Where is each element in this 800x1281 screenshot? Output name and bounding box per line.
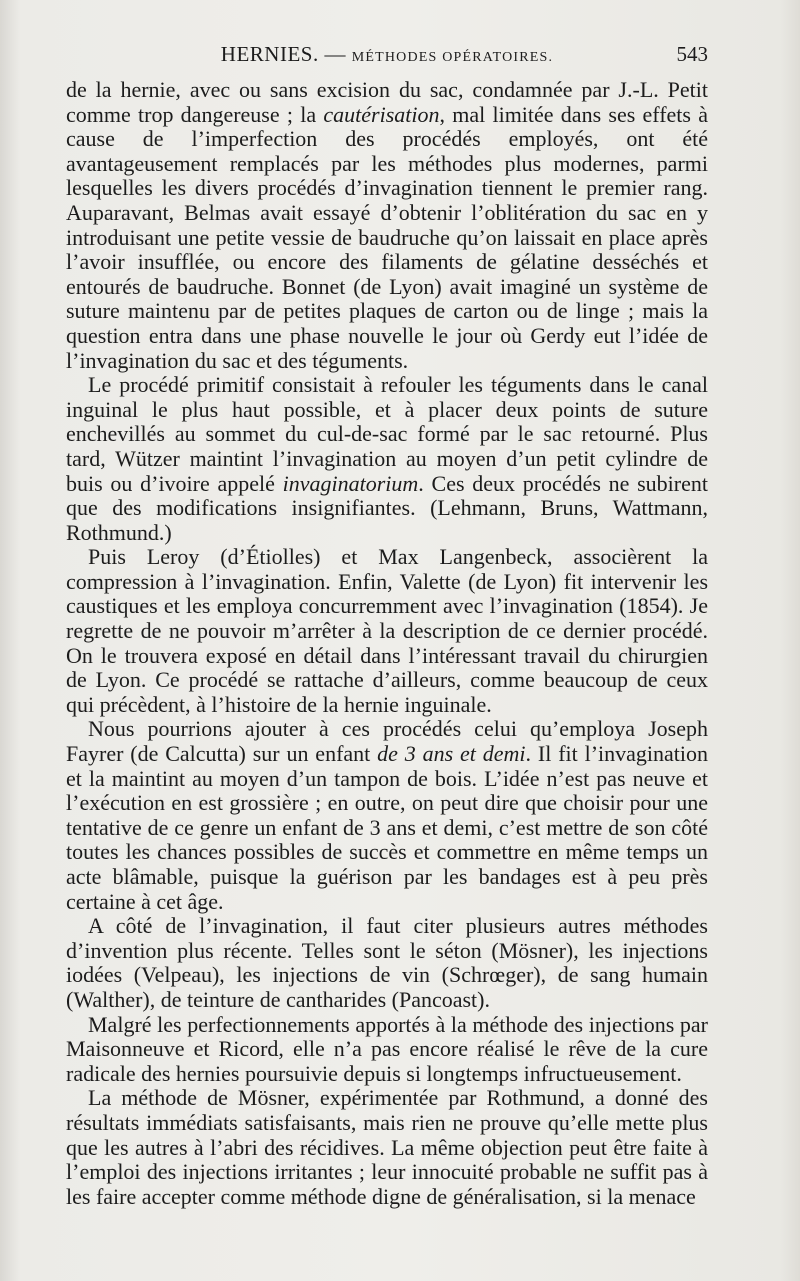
paragraph-text: Malgré les perfectionnements apportés à la méthode des injections par Maisonneuve et Ricord, elle n’a pas encore réalisé le rêve de la cure radicale des hernies poursuivie depuis si longtemps infructueusement. — [66, 1011, 708, 1086]
italic-term: de 3 ans et demi — [377, 741, 526, 767]
running-title-separator: — — [318, 42, 352, 66]
page-body — [66, 78, 708, 1209]
paragraph-text: Le procédé primitif consistait à refouler les téguments dans le canal inguinal le plus haut possible, et à placer deux points de suture enchevillés au sommet du cul-de-sac formé par le sac retourné. Plus tard, Wützer maintint l’invagination au moyen d’un petit cylindre de buis ou d’ivoire appelé — [66, 372, 708, 496]
page-number: 543 — [676, 42, 708, 66]
italic-term: invaginatorium — [282, 470, 419, 496]
paragraph — [66, 1086, 708, 1209]
paragraph-text: La méthode de Mösner, expérimentée par Rothmund, a donné des résultats immédiats satisfaisants, mais rien ne prouve qu’elle mette plus que les autres à l’abri des récidives. La même objection peut être faite à l’emploi des injections irritantes ; leur innocuité probable ne suffit pas à les faire accepter comme méthode digne de généralisation, si la menace — [66, 1085, 708, 1209]
paragraph — [66, 914, 708, 1012]
italic-term: cautérisation — [323, 101, 440, 127]
paragraph — [66, 545, 708, 717]
paragraph-text: A côté de l’invagination, il faut citer plusieurs autres méthodes d’invention plus récente. Telles sont le séton (Mösner), les injections iodées (Velpeau), les injections de vin (Schrœger), de sang humain (Walther), de teinture de cantharides (Pancoast). — [66, 913, 708, 1012]
running-title — [66, 42, 708, 67]
paragraph — [66, 78, 708, 373]
running-title-subtitle: MÉTHODES OPÉRATOIRES. — [351, 50, 554, 65]
paragraph-text: Nous pourrions ajouter à ces procédés celui qu’employa Joseph Fayrer (de Calcutta) sur un enfant — [66, 716, 708, 767]
paragraph-text: . Il fit l’invagination et la maintint au moyen d’un tampon de bois. L’idée n’est pas neuve et l’exécution en est grossière ; en outre, on peut dire que choisir pour une tentative de ce genre un enfant de 3 ans et demi, c’est mettre de son côté toutes les chances possibles de succès et commettre en même temps un acte blâmable, puisque la guérison par les bandages est à peu près certaine à cet âge. — [66, 741, 709, 914]
paragraph-text: de la hernie, avec ou sans excision du sac, condamnée par J.-L. Petit comme trop dangereuse ; la — [66, 77, 708, 127]
paragraph-text: Puis Leroy (d’Étiolles) et Max Langenbeck, associèrent la compression à l’invagination. Enfin, Valette (de Lyon) fit intervenir les caustiques et les employa concurremment avec l’invagination (1854). Je regrette de ne pouvoir m’arrêter à la description de ce dernier procédé. On le trouvera exposé en détail dans l’intéressant travail du chirurgien de Lyon. Ce procédé se rattache d’ailleurs, comme beaucoup de ceux qui précèdent, à l’histoire de la hernie inguinale. — [66, 544, 708, 717]
paragraph-text: , mal limitée dans ses effets à cause de l’imperfection des procédés employés, ont été avantageusement remplacés par les méthodes plus modernes, parmi lesquelles les divers procédés d’invagination tiennent le premier rang. Auparavant, Belmas avait essayé d’obtenir l’oblitération du sac en y introduisant une petite vessie de baudruche qu’on laissait en place après l’avoir insufflée, ou encore des filaments de gélatine desséchés et entourés de baudruche. Bonnet (de Lyon) avait imaginé un système de suture maintenu par de petites plaques de carton ou de linge ; mais la question entra dans une phase nouvelle le jour où Gerdy eut l’idée de l’invagination du sac et des téguments. — [66, 101, 708, 373]
paragraph-text: . Ces deux procédés ne subirent que des modifications insignifiantes. (Lehmann, Bruns, Wattmann, Rothmund.) — [66, 470, 708, 545]
running-header — [66, 42, 708, 72]
paragraph — [66, 717, 708, 914]
paragraph — [66, 373, 708, 545]
running-title-main: HERNIES. — [220, 42, 319, 66]
paragraph — [66, 1013, 708, 1087]
